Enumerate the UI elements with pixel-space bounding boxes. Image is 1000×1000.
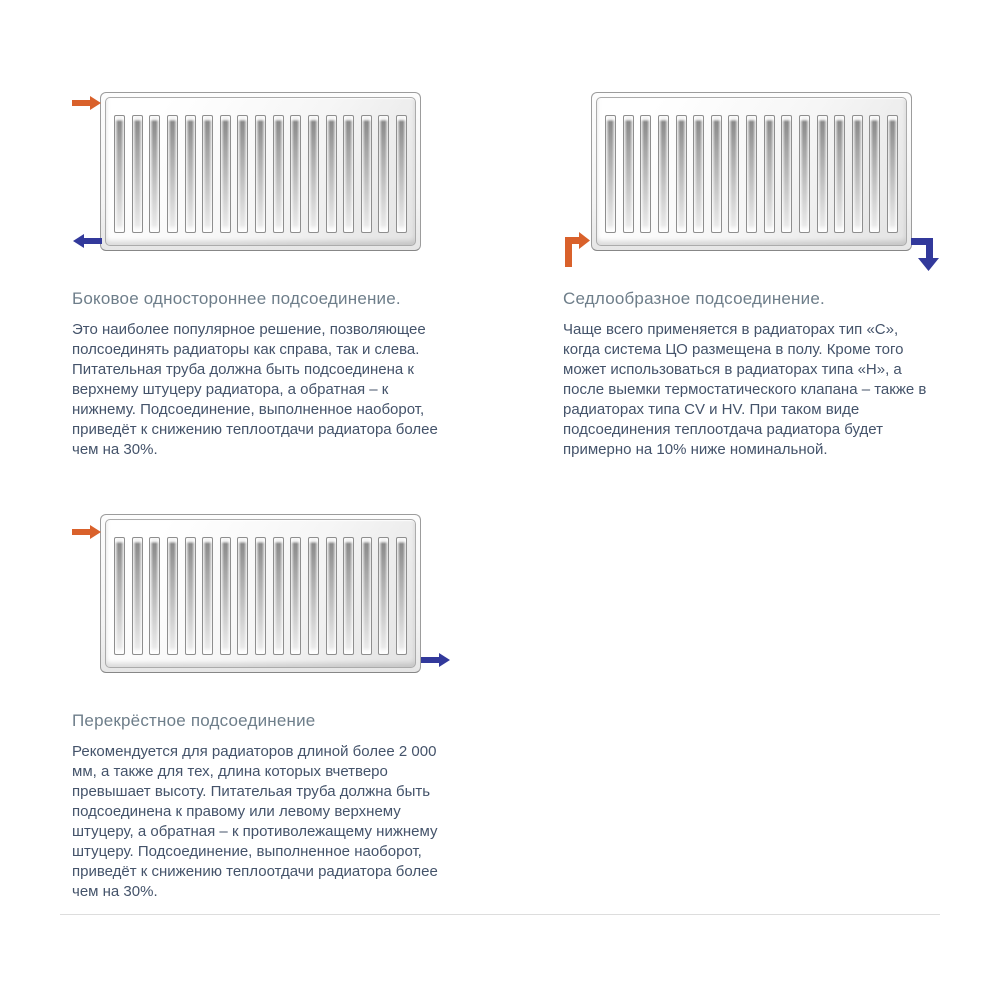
radiator-slat [658,115,669,233]
radiator-slat [255,115,266,233]
radiator-slat [237,537,248,655]
radiator-slats [105,519,416,668]
radiator-slat [711,115,722,233]
radiator-diagram [72,514,421,673]
radiator-slat [290,537,301,655]
return-arrow-left-icon [72,233,102,249]
radiator-slat [746,115,757,233]
radiator-slats [596,97,907,246]
radiator-slat [149,115,160,233]
radiator-slat [185,115,196,233]
radiator-slat [361,115,372,233]
radiator-slat [693,115,704,233]
radiator-slat [149,537,160,655]
radiator-slat [852,115,863,233]
supply-arrow-up-right-icon [565,231,591,267]
section-body: Чаще всего применяется в радиаторах тип «С», когда система ЦО размещена в полу. Кроме того может использоваться в радиаторах типа «Н», а после выемки термостатического клапана – также в радиаторах типа CV и HV. При таком виде подсоединения теплоотдача радиатора будет примерно на 10% ниже номинальной. [563,321,927,458]
section-body: Это наиболее популярное решение, позволяющее полсоединять радиаторы как справа, так и слева. Питательная труба должна быть подсоединена к верхнему штуцеру радиатора, а обратная – к нижнему. Подсоединение, выполненное наоборот, приведёт к снижению теплоотдачи радиатора более чем на 30%. [72,321,438,458]
radiator-illustration [100,92,421,251]
section-cross [72,514,447,902]
radiator-slat [396,537,407,655]
radiator-slat [308,537,319,655]
radiator-slat [887,115,898,233]
radiator-slat [202,537,213,655]
radiator-slat [378,115,389,233]
section-title: Седлообразное подсоединение. [563,289,825,308]
radiator-slat [202,115,213,233]
section-saddle [563,92,938,460]
radiator-slats [105,97,416,246]
radiator-slat [273,537,284,655]
section-title: Перекрёстное подсоединение [72,711,316,730]
section-title: Боковое одностороннее подсоединение. [72,289,401,308]
radiator-slat [764,115,775,233]
section-side-one-way [72,92,447,460]
radiator-diagram [563,92,912,251]
radiator-slat [273,115,284,233]
radiator-slat [114,537,125,655]
radiator-slat [114,115,125,233]
radiator-slat [237,115,248,233]
radiator-slat [676,115,687,233]
radiator-slat [834,115,845,233]
radiator-slat [361,537,372,655]
sections-grid [72,92,940,902]
radiator-slat [378,537,389,655]
radiator-slat [290,115,301,233]
radiator-slat [132,115,143,233]
supply-arrow-right-icon [72,95,102,111]
supply-arrow-right-icon [72,524,102,540]
radiator-illustration [591,92,912,251]
radiator-slat [326,537,337,655]
return-arrow-right-down-icon [911,238,939,272]
radiator-slat [255,537,266,655]
radiator-slat [308,115,319,233]
radiator-illustration [100,514,421,673]
radiator-slat [220,537,231,655]
radiator-slat [220,115,231,233]
radiator-slat [132,537,143,655]
radiator-slat [343,115,354,233]
radiator-slat [623,115,634,233]
radiator-slat [799,115,810,233]
bottom-divider [60,914,940,915]
radiator-slat [185,537,196,655]
radiator-slat [343,537,354,655]
radiator-slat [605,115,616,233]
radiator-slat [326,115,337,233]
radiator-slat [640,115,651,233]
radiator-slat [167,115,178,233]
radiator-slat [728,115,739,233]
radiator-slat [167,537,178,655]
radiator-diagram [72,92,421,251]
return-arrow-right-icon [421,652,451,668]
radiator-slat [817,115,828,233]
radiator-slat [869,115,880,233]
radiator-slat [781,115,792,233]
section-body: Рекомендуется для радиаторов длиной более 2 000 мм, а также для тех, длина которых вчетверо превышает высоту. Питательая труба должна быть подсоединена к правому или левому верхнему штуцеру, а обратная – к противолежащему нижнему штуцеру. Подсоединение, выполненное наоборот, приведёт к снижению теплоотдачи радиатора более чем на 30%. [72,743,438,900]
radiator-slat [396,115,407,233]
